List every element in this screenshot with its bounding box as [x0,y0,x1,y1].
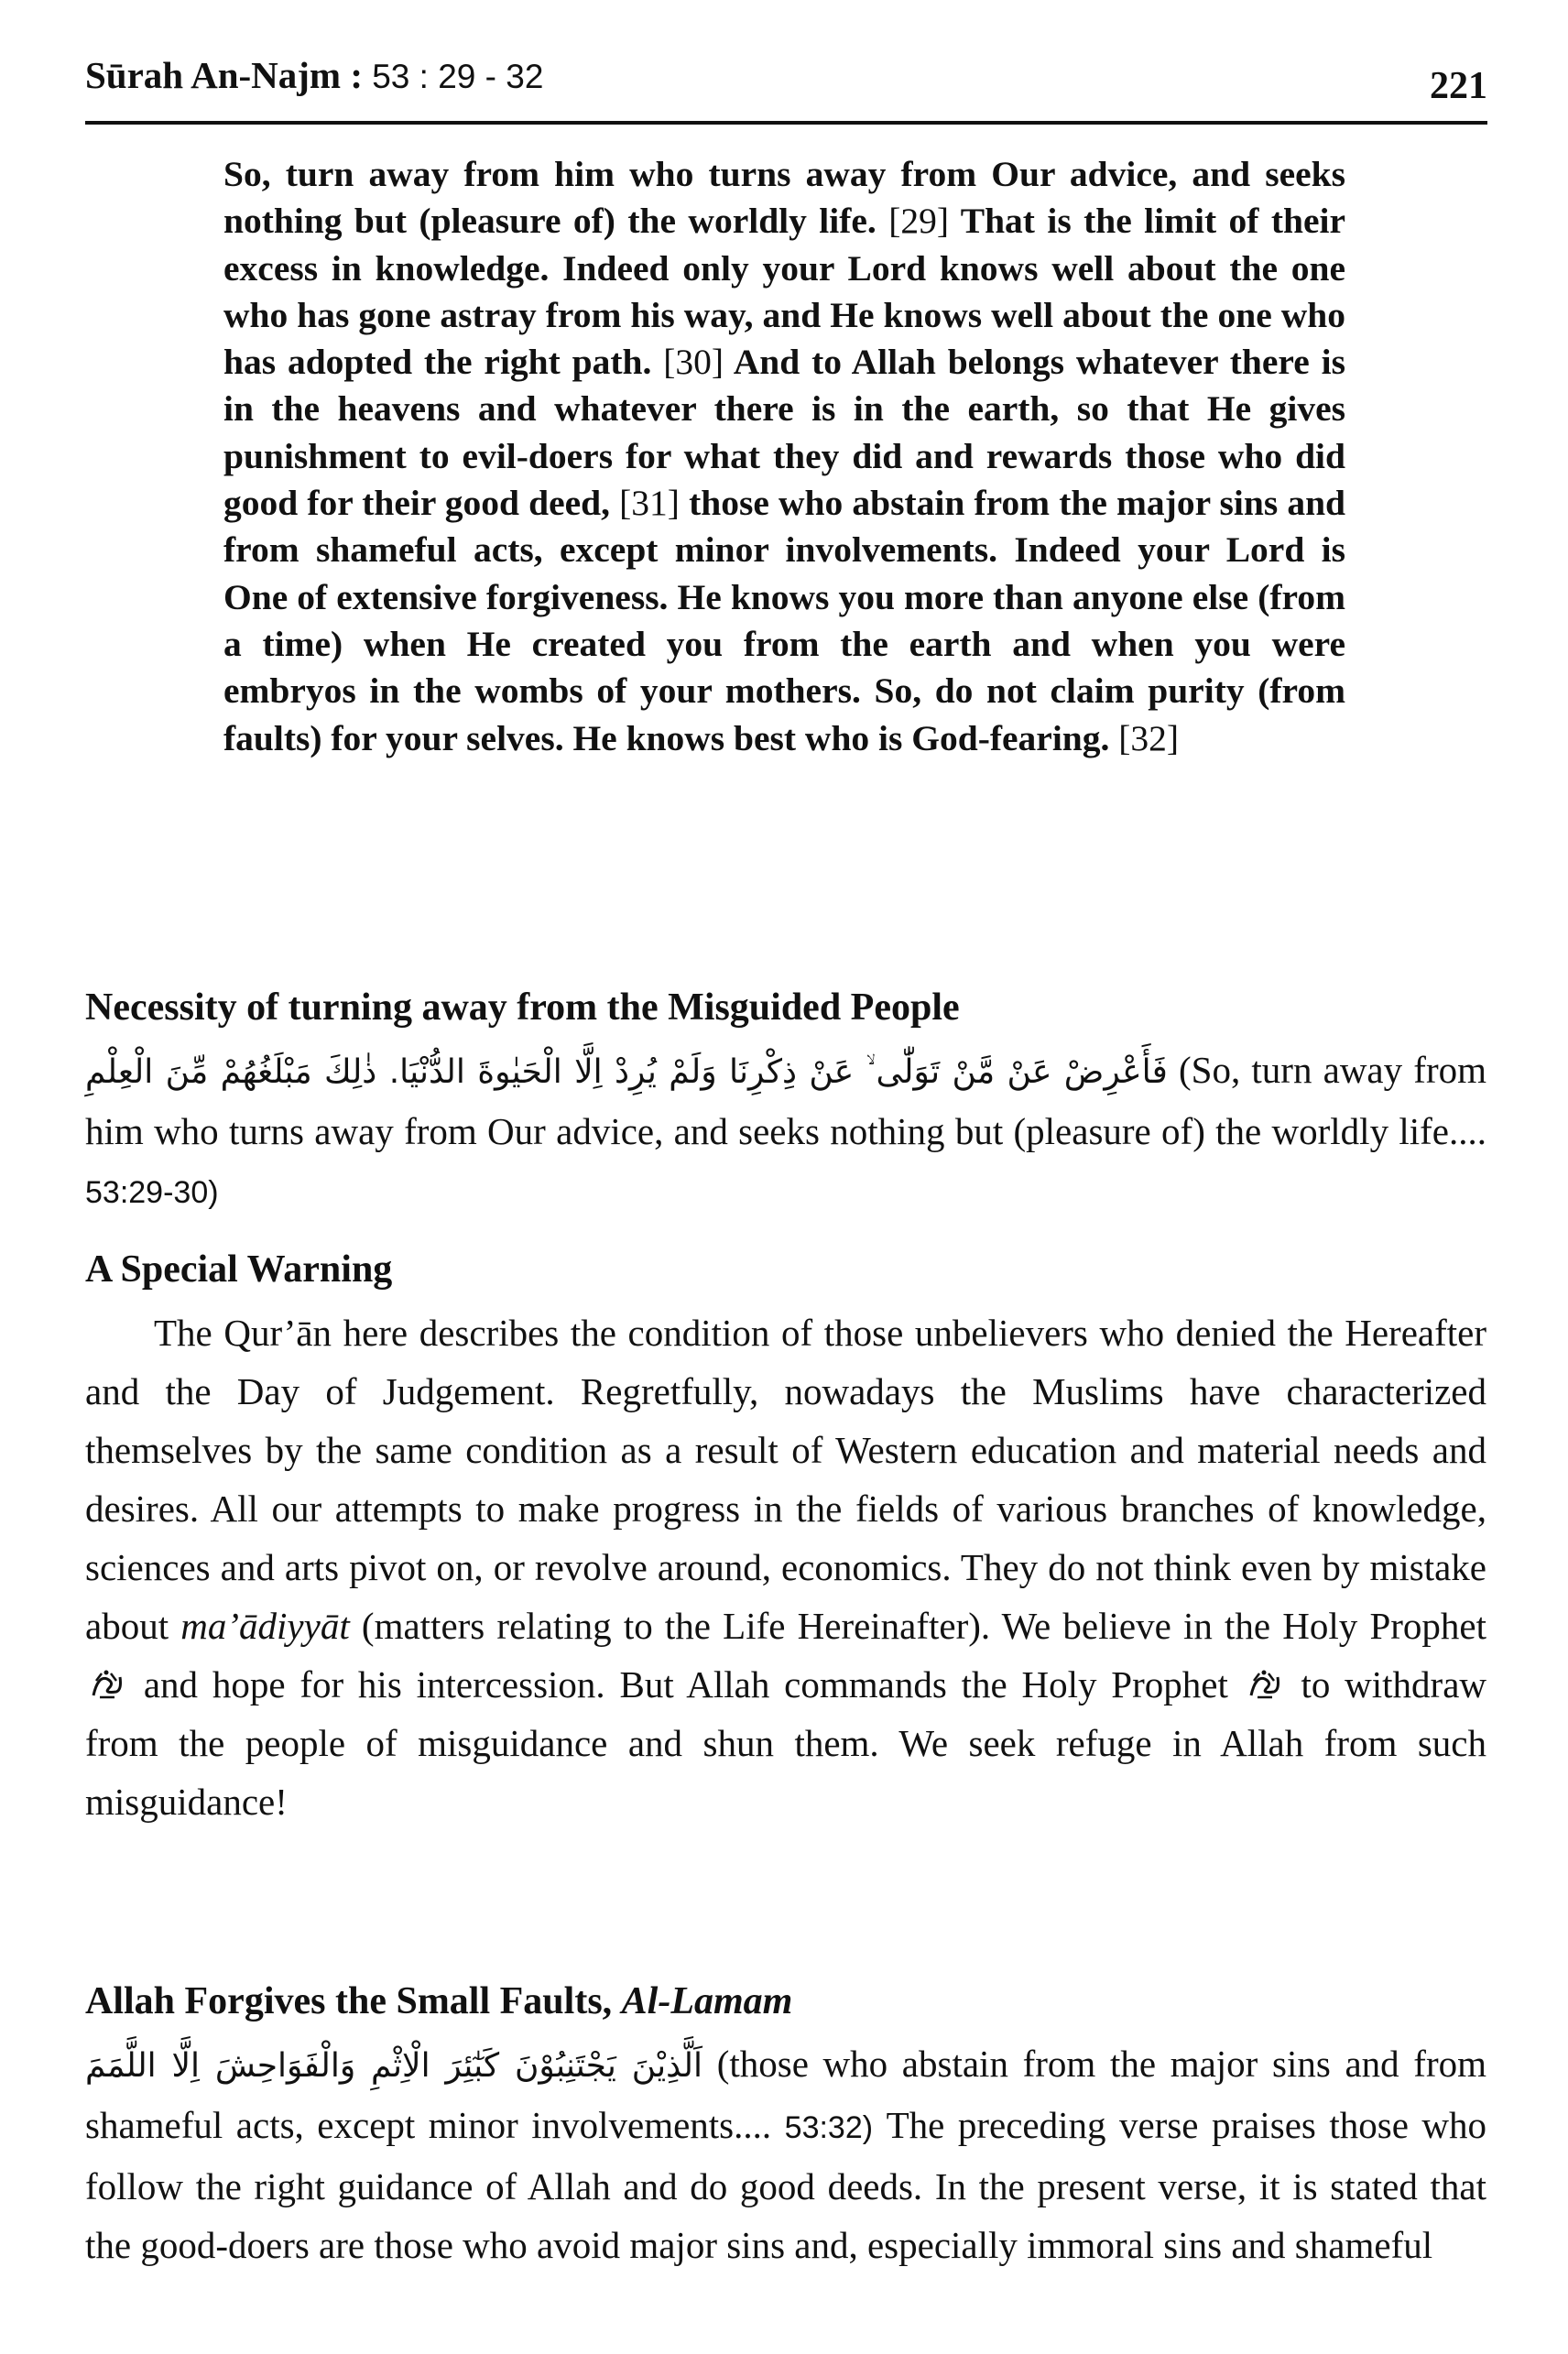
running-header [85,48,1487,125]
special-warning-paragraph [85,1303,1486,1831]
section-misguided-paragraph [85,1041,1486,1222]
lamam-paragraph [85,2034,1486,2274]
verse-29-marker: [29] [888,201,950,242]
warning-text-part-a: The Qur’ān here describes the condition of those unbelievers who denied the Hereafter and the Day of Judgement. Regretfully, nowadays the Muslims have characterized themselves by the same condition as a result of Western education and material needs and desires. All our attempts to make progress in the fields of various branches of knowledge, sciences and arts pivot on, or revolve around, economics. They do not think even by mistake about [85,1312,1486,1647]
warning-text-part-b: (matters relating to the Life Hereinafter). We believe in the Holy Prophet [361,1605,1487,1647]
header-surah-title [85,53,543,97]
verse-29-text: So, turn away from him who turns away from Our advice, and seeks nothing but (pleasure of) the worldly life. [223,154,1345,242]
page-number: 221 [1430,65,1487,107]
header-verse-reference: 53 : 29 - 32 [372,58,544,95]
lamam-text-part-b: The preceding verse praises those who follow the right guidance of Allah and do good deeds. In the present verse, it is stated that the good-doers are those who avoid major sins and, especially immoral sins and shameful [85,2104,1487,2266]
surah-title-text: Sūrah An-Najm : [85,54,363,96]
verse-30-marker: [30] [663,342,724,383]
section-misguided-text: (So, turn away from him who turns away from Our advice, and seeks nothing but (pleasure of) the worldly life.... [85,1049,1487,1152]
warning-text-part-c: and hope for his intercession. But Allah commands the Holy Prophet [143,1663,1228,1706]
verse-31-marker: [31] [619,483,680,524]
salawat-calligraphy-icon [89,1668,125,1701]
verse-translation-block [223,151,1345,762]
warning-text-part-d: to withdraw from the people of misguidance and shun them. We seek refuge in Allah from such misguidance! [85,1663,1487,1823]
arabic-verse-29-30: فَأَعْرِضْ عَنْ مَّنْ تَوَلّٰى ۙ عَنْ ذِكْرِنَا وَلَمْ يُرِدْ اِلَّا الْحَيٰوةَ الدُّنْيَا. ذٰلِكَ مَبْلَغُهُمْ مِّنَ الْعِلْمِ [85,1053,1168,1091]
verse-32-text: those who abstain from the major sins and from shameful acts, except minor involvements. Indeed your Lord is One of extensive forgiveness. He knows you more than anyone else (from a time) when He created you from the earth and when you were embryos in the wombs of your mothers. So, do not claim purity (from faults) for your selves. He knows best who is God-fearing. [223,483,1346,758]
verse-31-text: And to Allah belongs whatever there is in the heavens and whatever there is in the earth, so that He gives punishment to evil-doers for what they did and rewards those who did good for their good deed, [223,342,1345,524]
verse-30-text: That is the limit of their excess in knowledge. Indeed only your Lord knows well about the one who has gone astray from his way, and He knows well about the one who has adopted the right path. [223,201,1346,383]
section-heading-lamam [85,1979,792,2023]
section-heading-special-warning: A Special Warning [85,1248,393,1291]
salawat-calligraphy-icon [1247,1668,1283,1701]
warning-term-maadiyyat: ma’ādiyyāt [180,1605,350,1647]
lamam-text-part-a: (those who abstain from the major sins and from shameful acts, except minor involvements.... [85,2043,1486,2146]
section-heading-misguided: Necessity of turning away from the Misguided People [85,986,960,1029]
verse-32-marker: [32] [1118,717,1180,758]
lamam-heading-text: Allah Forgives the Small Faults, [85,1980,613,2022]
lamam-heading-term: Al-Lamam [621,1980,793,2022]
lamam-reference: 53:32) [784,2110,874,2145]
arabic-verse-32: اَلَّذِيْنَ يَجْتَنِبُوْنَ كَبٰٓئِرَ الْاِثْمِ وَالْفَوَاحِشَ اِلَّا اللَّمَمَ [85,2047,703,2085]
section-misguided-reference: 53:29-30) [85,1175,219,1210]
